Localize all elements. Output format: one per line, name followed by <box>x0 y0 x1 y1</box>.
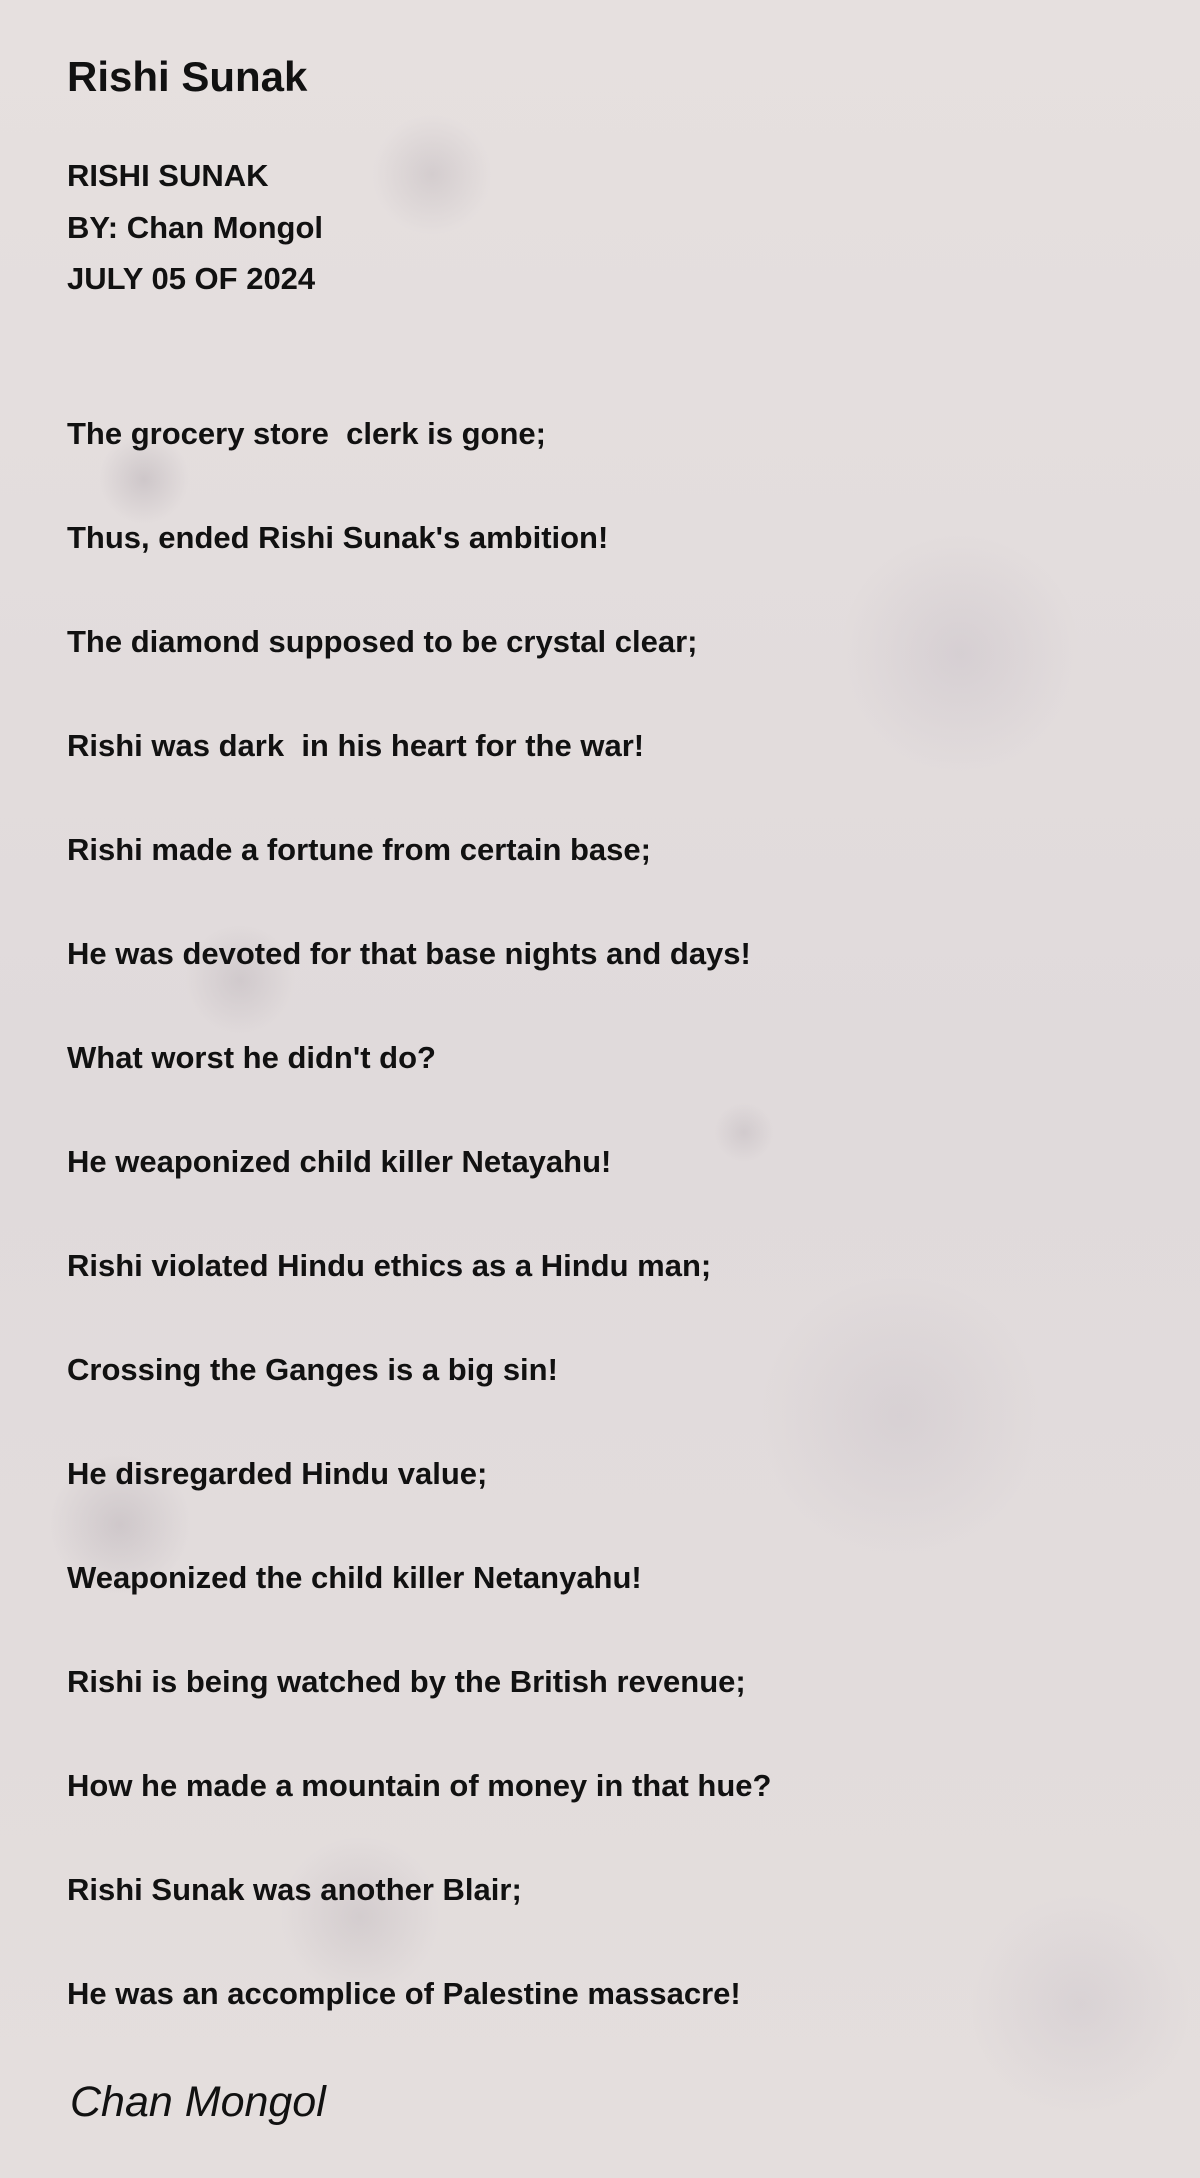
page-title: Rishi Sunak <box>67 53 308 100</box>
poem-line: Rishi is being watched by the British revenue; <box>67 1664 746 1699</box>
poem-line: He was an accomplice of Palestine massacre! <box>67 1976 741 2011</box>
poem-line: Rishi Sunak was another Blair; <box>67 1872 522 1907</box>
poem-line: Crossing the Ganges is a big sin! <box>67 1352 558 1387</box>
poem-body <box>67 408 771 2072</box>
poem-byline: BY: Chan Mongol <box>67 209 323 245</box>
poem-date: JULY 05 OF 2024 <box>67 261 316 296</box>
poem-line: Weaponized the child killer Netanyahu! <box>67 1560 642 1595</box>
poem-line: What worst he didn't do? <box>67 1040 436 1075</box>
poem-line: The diamond supposed to be crystal clear; <box>67 624 698 659</box>
poem-line: Thus, ended Rishi Sunak's ambition! <box>67 520 609 555</box>
poem-header <box>67 150 323 305</box>
poem-line: He disregarded Hindu value; <box>67 1456 488 1491</box>
poem-line: Rishi was dark in his heart for the war! <box>67 728 645 763</box>
poem-line: Rishi made a fortune from certain base; <box>67 832 651 867</box>
author-signature: Chan Mongol <box>70 2078 326 2126</box>
poem-heading: RISHI SUNAK <box>67 158 269 193</box>
poem-line: Rishi violated Hindu ethics as a Hindu man; <box>67 1248 712 1283</box>
poem-line: The grocery store clerk is gone; <box>67 416 546 451</box>
poem-line: How he made a mountain of money in that hue? <box>67 1768 772 1803</box>
poem-line: He weaponized child killer Netayahu! <box>67 1144 612 1179</box>
poem-line: He was devoted for that base nights and days! <box>67 936 751 971</box>
